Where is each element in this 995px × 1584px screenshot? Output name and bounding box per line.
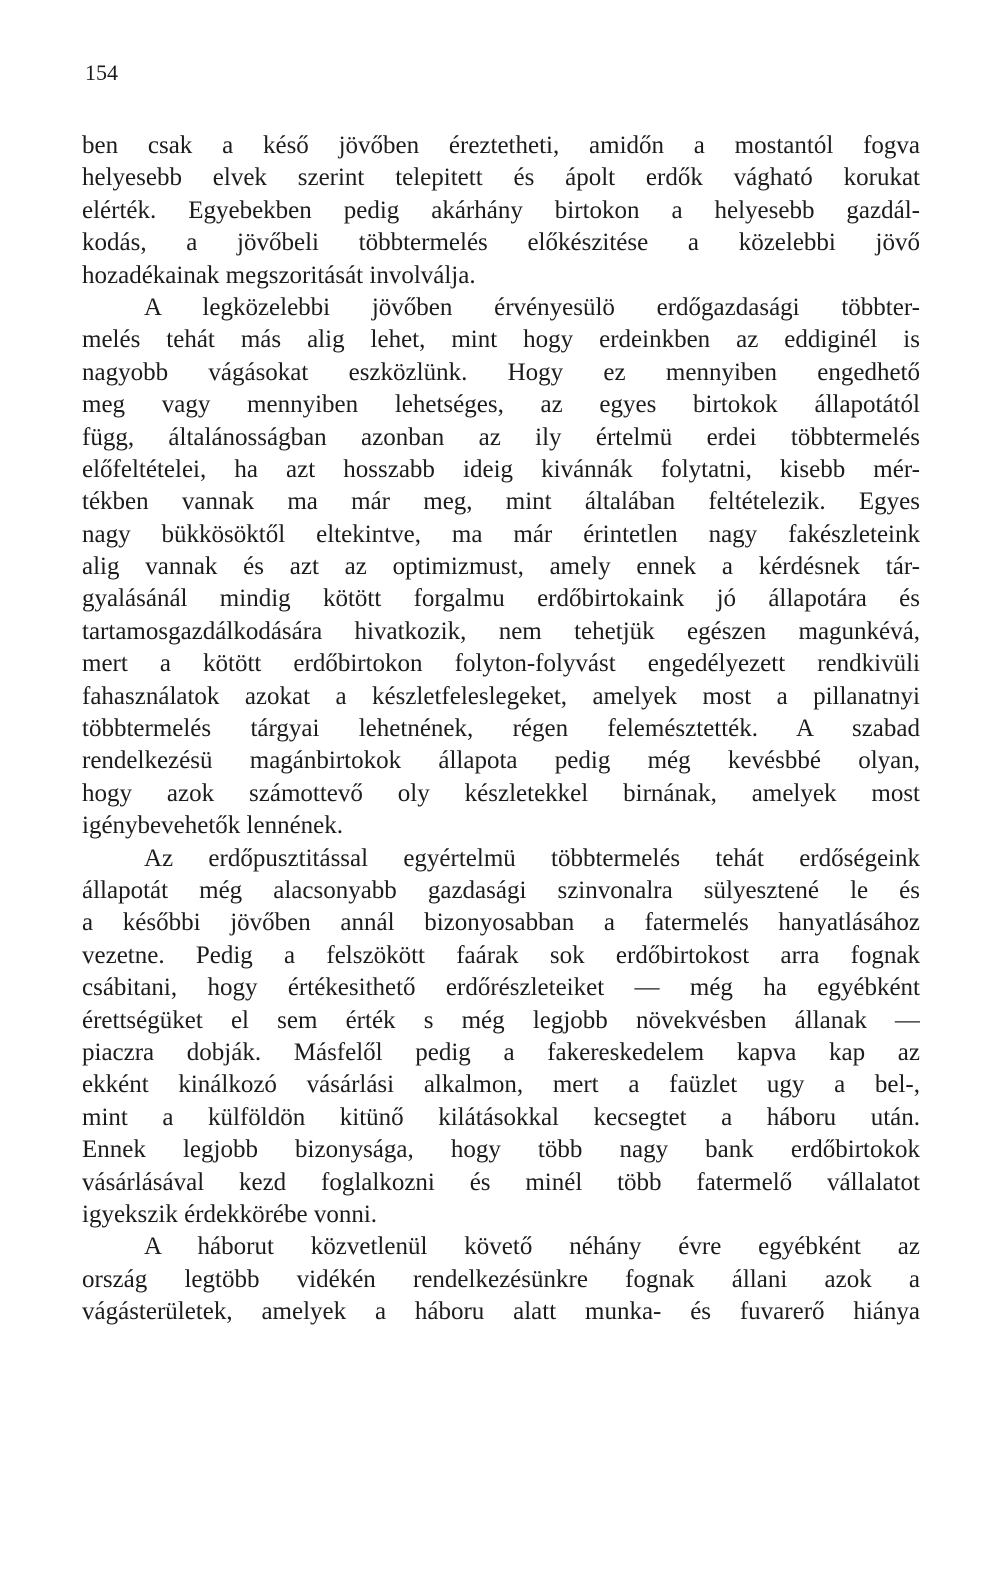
text-line: vezetne. Pedig a felszökött faárak sok erdőbirtokost arra fognak (82, 941, 920, 969)
page-number: 154 (85, 60, 118, 85)
text-line: előfeltételei, ha azt hosszabb ideig kivánnák folytatni, kisebb mér- (82, 455, 920, 483)
text-line: csábitani, hogy értékesithető erdőrészleteiket — még ha egyébként (82, 974, 920, 1002)
text-line: mert a kötött erdőbirtokon folyton-folyvást engedélyezett rendkivüli (82, 650, 920, 678)
text-line: rendelkezésü magánbirtokok állapota pedig még kevésbbé olyan, (82, 747, 920, 775)
text-line: tartamosgazdálkodására hivatkozik, nem tehetjük egészen magunkévá, (82, 617, 920, 645)
text-line: meg vagy mennyiben lehetséges, az egyes birtokok állapotától (82, 391, 920, 419)
text-line: nagy bükkösöktől eltekintve, ma már érintetlen nagy fakészleteink (82, 520, 920, 548)
text-line: érettségüket el sem érték s még legjobb növekvésben állanak — (82, 1006, 920, 1034)
text-line: hozadékainak megszoritását involválja. (82, 261, 476, 289)
text-line: tékben vannak ma már meg, mint általában feltételezik. Egyes (82, 488, 920, 516)
text-line: függ, általánosságban azonban az ily értelmü erdei többtermelés (82, 423, 920, 451)
text-line: A háborut közvetlenül követő néhány évre egyébként az (144, 1233, 920, 1261)
text-line: Ennek legjobb bizonysága, hogy több nagy bank erdőbirtokok (82, 1136, 920, 1164)
text-line: A legközelebbi jövőben érvényesülö erdőgazdasági többter- (144, 293, 920, 321)
text-line: hogy azok számottevő oly készletekkel birnának, amelyek most (82, 779, 920, 807)
text-line: többtermelés tárgyai lehetnének, régen felemésztették. A szabad (82, 715, 920, 743)
text-line: gyalásánál mindig kötött forgalmu erdőbirtokaink jó állapotára és (82, 585, 920, 613)
text-line: ben csak a késő jövőben éreztetheti, amidőn a mostantól fogva (82, 132, 920, 159)
text-line: kodás, a jövőbeli többtermelés előkészitése a közelebbi jövő (82, 229, 920, 257)
text-line: vásárlásával kezd foglalkozni és minél több fatermelő vállalatot (82, 1168, 920, 1196)
text-line: piaczra dobják. Másfelől pedig a fakereskedelem kapva kap az (82, 1038, 920, 1066)
text-line: helyesebb elvek szerint telepitett és ápolt erdők vágható korukat (82, 164, 920, 192)
text-line: állapotát még alacsonyabb gazdasági szinvonalra sülyesztené le és (82, 876, 920, 904)
text-line: Az erdőpusztitással egyértelmü többtermelés tehát erdőségeink (144, 844, 920, 872)
text-line: vágásterületek, amelyek a háboru alatt munka- és fuvarerő hiánya (82, 1298, 920, 1326)
text-line: ekként kinálkozó vásárlási alkalmon, mert a faüzlet ugy a bel-, (82, 1071, 920, 1099)
text-line: igyekszik érdekkörébe vonni. (82, 1200, 378, 1228)
text-line: melés tehát más alig lehet, mint hogy erdeinkben az eddiginél is (82, 326, 920, 354)
text-line: a későbbi jövőben annál bizonyosabban a fatermelés hanyatlásához (82, 909, 920, 937)
text-line: fahasználatok azokat a készletfeleslegeket, amelyek most a pillanatnyi (82, 682, 920, 710)
text-line: igénybevehetők lennének. (82, 812, 344, 840)
text-line: alig vannak és azt az optimizmust, amely ennek a kérdésnek tár- (82, 553, 920, 581)
text-line: elérték. Egyebekben pedig akárhány birtokon a helyesebb gazdál- (82, 196, 920, 224)
text-line: ország legtöbb vidékén rendelkezésünkre fognak állani azok a (82, 1265, 920, 1293)
body-text (82, 130, 920, 1328)
text-line: nagyobb vágásokat eszközlünk. Hogy ez mennyiben engedhető (82, 358, 920, 386)
text-line: mint a külföldön kitünő kilátásokkal kecsegtet a háboru után. (82, 1103, 920, 1131)
